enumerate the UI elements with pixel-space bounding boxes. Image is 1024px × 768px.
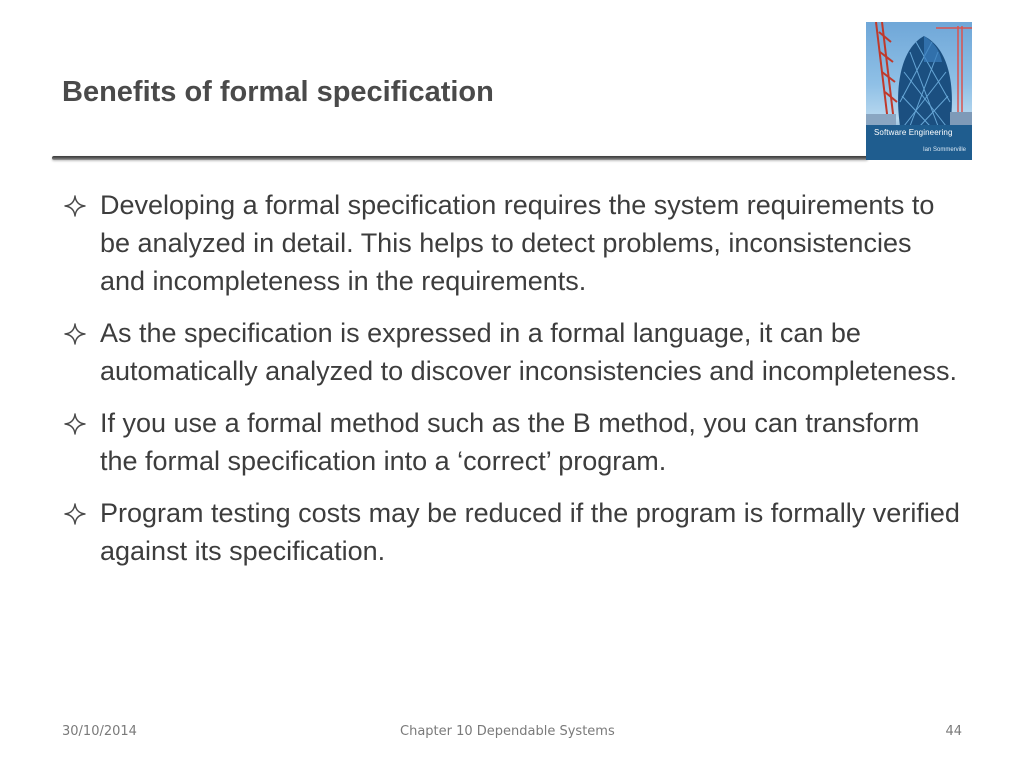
footer-date: 30/10/2014 [62, 724, 137, 739]
bullet-text: If you use a formal method such as the B method, you can transform the formal specification into a ‘correct’ program. [100, 408, 920, 476]
four-point-star-icon [64, 413, 86, 435]
bullet-text: As the specification is expressed in a formal language, it can be automatically analyzed to discover inconsistencies and incompleteness. [100, 318, 957, 386]
book-cover-title: Software Engineering [874, 128, 953, 137]
footer-chapter: Chapter 10 Dependable Systems [400, 724, 615, 739]
bullet-item [62, 494, 962, 570]
bullet-item [62, 404, 962, 480]
bullet-item [62, 314, 962, 390]
slide-title: Benefits of formal specification [62, 76, 494, 108]
bullet-text: Developing a formal specification requires the system requirements to be analyzed in detail. This helps to detect problems, inconsistencies and incompleteness in the requirements. [100, 190, 935, 296]
four-point-star-icon [64, 195, 86, 217]
title-divider [52, 156, 868, 160]
bullet-list [62, 186, 962, 584]
four-point-star-icon [64, 323, 86, 345]
page-number: 44 [945, 724, 962, 739]
book-cover-image [866, 22, 972, 160]
four-point-star-icon [64, 503, 86, 525]
book-cover-author: Ian Sommerville [922, 147, 966, 153]
bullet-text: Program testing costs may be reduced if the program is formally verified against its specification. [100, 498, 960, 566]
bullet-item [62, 186, 962, 300]
